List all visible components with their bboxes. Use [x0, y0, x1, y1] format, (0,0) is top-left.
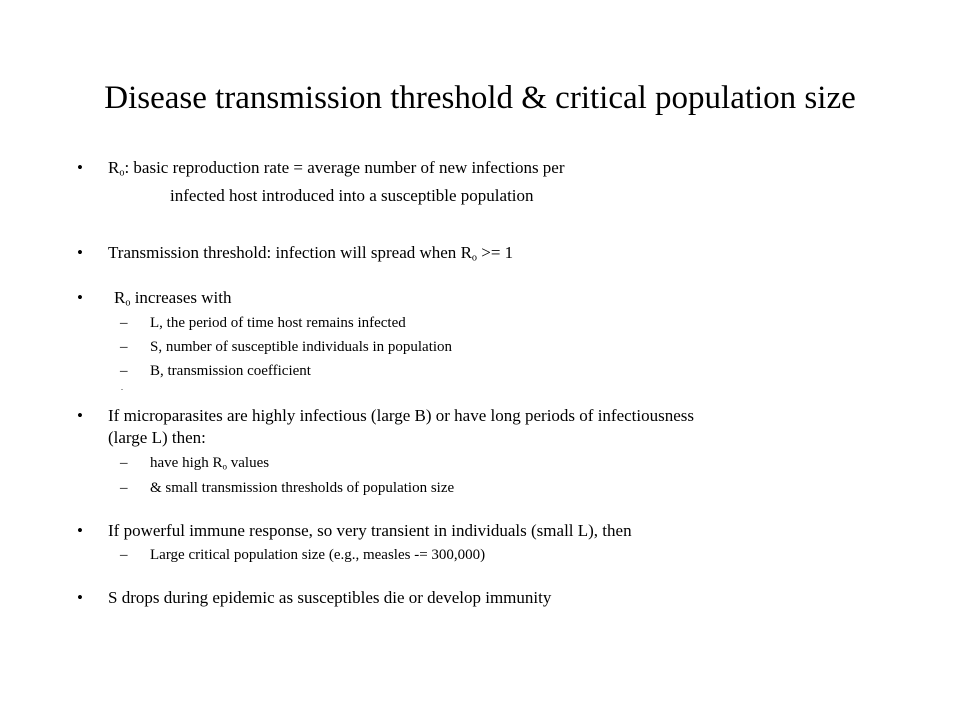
dash-glyph: –	[120, 339, 128, 355]
bullet-text: If powerful immune response, so very transient in individuals (small L), then	[108, 521, 632, 540]
threshold-text: Transmission threshold: infection will spread when	[108, 243, 461, 262]
slide-title: Disease transmission threshold & critical population size	[104, 80, 856, 116]
sub-item-text: B, transmission coefficient	[150, 363, 311, 379]
threshold-value: >= 1	[477, 243, 514, 262]
bullet-text	[114, 287, 231, 309]
bullet-text: S drops during epidemic as susceptibles die or develop immunity	[108, 588, 552, 607]
bullet-text-line1: If microparasites are highly infectious (large B) or have long periods of infectiousness	[108, 406, 695, 425]
bullet-dot: •	[77, 588, 83, 607]
values-text: values	[227, 455, 270, 471]
dash-glyph: –	[120, 315, 128, 331]
dash-glyph: –	[120, 455, 128, 471]
bullet-dot: •	[77, 521, 83, 540]
r-symbol: R	[114, 288, 126, 307]
r-subscript: o	[119, 167, 125, 179]
r-symbol: R	[212, 455, 223, 471]
stray-dot: .	[121, 383, 123, 392]
dash-glyph: –	[120, 547, 128, 563]
ro-definition-continuation: infected host introduced into a susceptible population	[170, 186, 534, 205]
dash-glyph: –	[120, 363, 128, 379]
sub-item-text: Large critical population size (e.g., measles -= 300,000)	[150, 547, 486, 563]
dash-glyph: –	[120, 480, 128, 496]
r-symbol: R	[108, 158, 120, 177]
r-subscript: o	[125, 297, 131, 309]
r-subscript: o	[471, 252, 477, 264]
bullet-dot: •	[77, 406, 83, 425]
bullet-dot: •	[77, 288, 83, 307]
bullet-dot: •	[77, 158, 83, 177]
sub-item-text: L, the period of time host remains infected	[150, 315, 406, 331]
sub-item-text: & small transmission thresholds of population size	[150, 480, 455, 496]
ro-definition-text: : basic reproduction rate = average number of new infections per	[124, 158, 565, 177]
bullet-text	[108, 157, 565, 179]
r-subscript: o	[222, 461, 227, 472]
bullet-text	[108, 242, 513, 264]
high-ro-text: have high	[150, 455, 213, 471]
bullet-text-line2: (large L) then:	[108, 428, 206, 447]
sub-item-text	[150, 453, 269, 473]
sub-item-text: S, number of susceptible individuals in population	[150, 339, 453, 355]
bullet-dot: •	[77, 243, 83, 262]
increases-text: increases with	[130, 288, 232, 307]
r-symbol: R	[460, 243, 472, 262]
